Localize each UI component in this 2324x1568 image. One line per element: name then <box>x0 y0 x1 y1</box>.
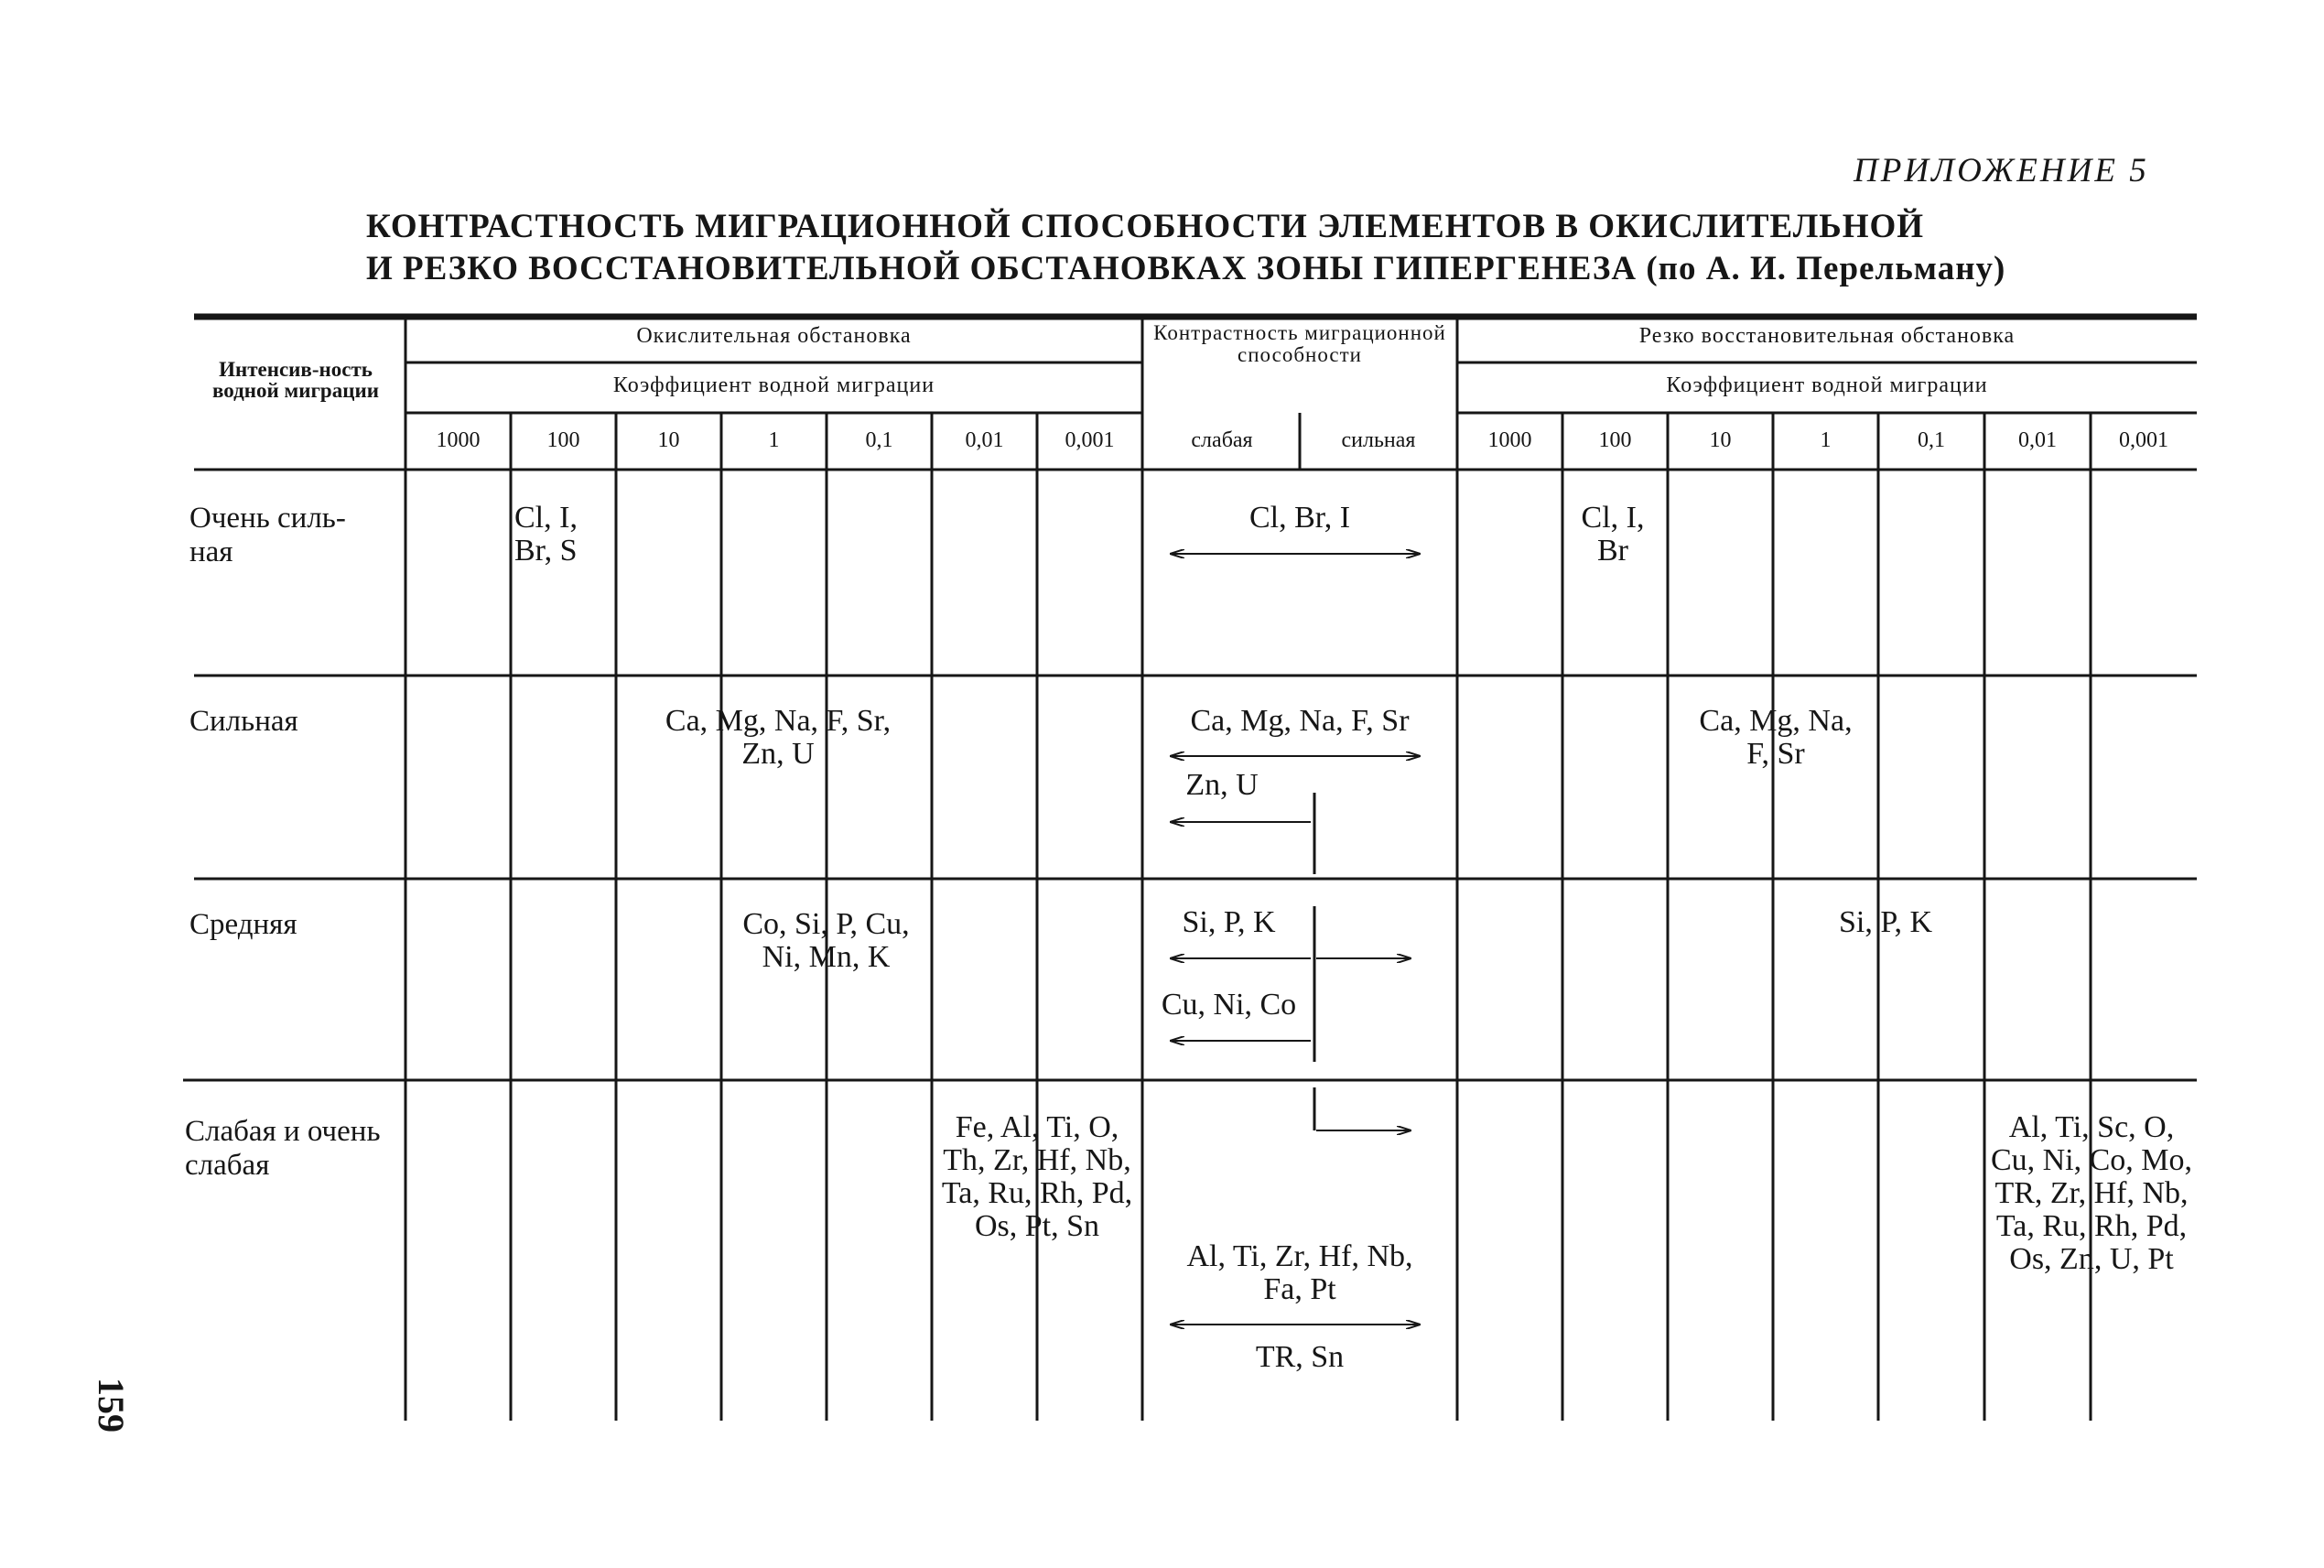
reducing-coefficient-header: Коэффициент водной миграции <box>1666 373 1988 397</box>
row-label-very-strong: Очень силь-ная <box>189 502 346 568</box>
row4-oxidizing-elements: Fe, Al, Ti, O, Th, Zr, Hf, Nb, Ta, Ru, Rh, Pd, Os, Pt, Sn <box>941 1110 1133 1243</box>
ox-tick: 1000 <box>436 428 481 452</box>
row3-contrast-top-elements: Si, P, K <box>1182 905 1276 939</box>
red-tick: 100 <box>1598 428 1632 452</box>
red-tick: 0,01 <box>2018 428 2057 452</box>
intensity-column-header: Интенсив-ность водной миграции <box>212 358 379 402</box>
row-label-weak: Слабая и очень слабая <box>185 1115 381 1182</box>
row4-contrast-bottom-elements: TR, Sn <box>1255 1340 1345 1374</box>
row1-contrast-elements: Cl, Br, I <box>1248 501 1351 535</box>
red-tick: 1 <box>1820 428 1832 452</box>
ox-tick: 0,01 <box>965 428 1004 452</box>
row3-oxidizing-elements: Co, Si, P, Cu, Ni, Mn, K <box>742 907 910 974</box>
ox-tick: 0,1 <box>865 428 893 452</box>
title-line-2: И РЕЗКО ВОССТАНОВИТЕЛЬНОЙ ОБСТАНОВКАХ ЗОНЫ ГИПЕРГЕНЕЗА (по А. И. Перельману) <box>366 250 2006 287</box>
reducing-header: Резко восстановительная обстановка <box>1638 324 2016 348</box>
row1-oxidizing-elements: Cl, I, Br, S <box>514 501 578 568</box>
ox-tick: 10 <box>657 428 680 452</box>
title-line-1: КОНТРАСТНОСТЬ МИГРАЦИОННОЙ СПОСОБНОСТИ ЭЛЕМЕНТОВ В ОКИСЛИТЕЛЬНОЙ <box>366 208 1925 245</box>
row-label-medium: Средняя <box>189 908 297 941</box>
ox-tick: 0,001 <box>1065 428 1115 452</box>
row3-contrast-bottom-elements: Cu, Ni, Co <box>1161 988 1297 1022</box>
red-tick: 1000 <box>1487 428 1532 452</box>
ox-tick: 1 <box>768 428 780 452</box>
contrast-header: Контрастность миграционной способности <box>1153 321 1446 366</box>
row1-reducing-elements: Cl, I, Br <box>1581 501 1645 568</box>
contrast-weak-label: слабая <box>1191 428 1253 452</box>
page-number: 159 <box>91 1378 132 1433</box>
row2-reducing-elements: Ca, Mg, Na, F, Sr <box>1699 704 1853 771</box>
oxidizing-header: Окислительная обстановка <box>636 324 912 348</box>
row2-contrast-strong-elements: Ca, Mg, Na, F, Sr <box>1190 704 1410 738</box>
row-label-strong: Сильная <box>189 705 298 738</box>
row3-reducing-elements: Si, P, K <box>1838 905 1933 939</box>
row4-reducing-elements: Al, Ti, Sc, O, Cu, Ni, Co, Mo, TR, Zr, Hf, Nb, Ta, Ru, Rh, Pd, Os, Zn, U, Pt <box>1990 1110 2193 1276</box>
row4-contrast-top-elements: Al, Ti, Zr, Hf, Nb, Fa, Pt <box>1186 1239 1413 1306</box>
red-tick: 10 <box>1709 428 1732 452</box>
ox-tick: 100 <box>546 428 580 452</box>
row2-oxidizing-elements: Ca, Mg, Na, F, Sr, Zn, U <box>665 704 892 771</box>
appendix-label: ПРИЛОЖЕНИЕ 5 <box>1854 152 2149 189</box>
contrast-strong-label: сильная <box>1341 428 1416 452</box>
row2-contrast-weak-elements: Zn, U <box>1185 768 1259 802</box>
red-tick: 0,001 <box>2119 428 2168 452</box>
red-tick: 0,1 <box>1918 428 1945 452</box>
oxidizing-coefficient-header: Коэффициент водной миграции <box>612 373 935 397</box>
